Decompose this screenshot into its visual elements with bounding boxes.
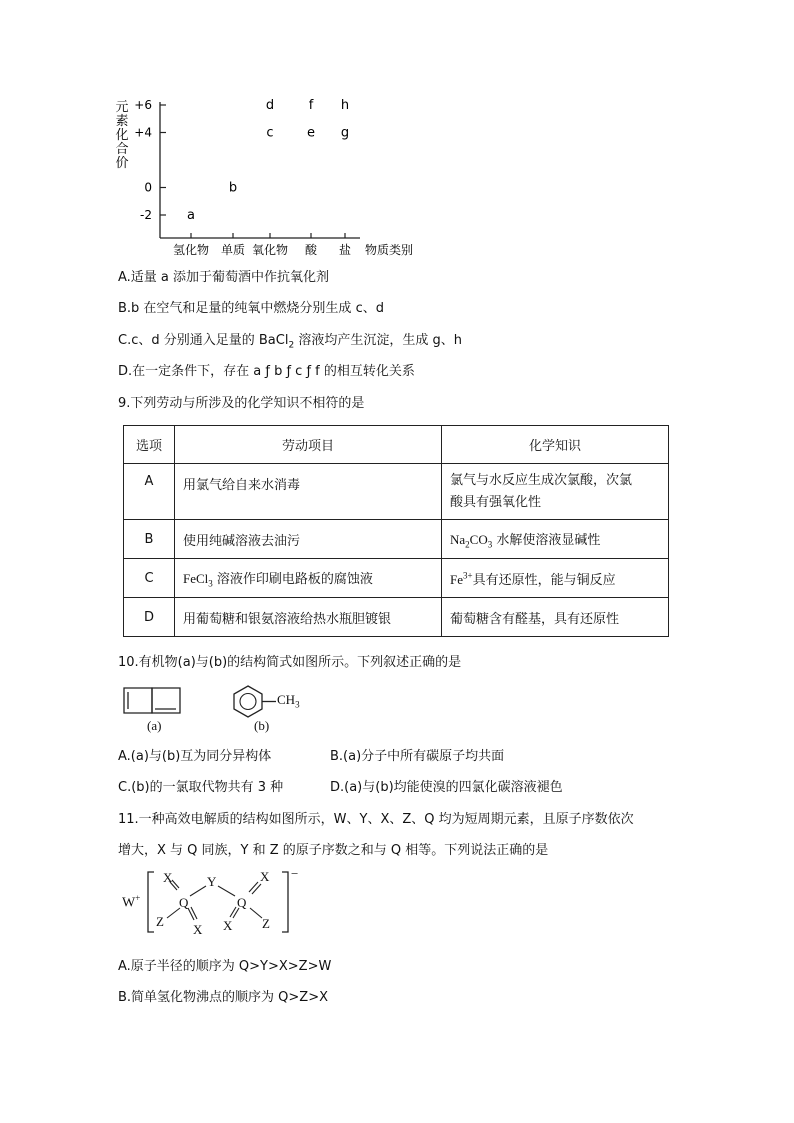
row-knowledge (442, 464, 669, 520)
q8-option-a: A.适量 a 添加于葡萄酒中作抗氧化剂 (118, 270, 330, 285)
data-point-g: g (340, 125, 350, 141)
q8-option-b: B.b 在空气和足量的纯氧中燃烧分别生成 c、d (118, 301, 384, 316)
header-labor: 劳动项目 (175, 426, 442, 464)
row-knowledge (442, 520, 669, 559)
x-axis-label: 物质类别 (364, 243, 414, 257)
q11-option-a: A.原子半径的顺序为 Q>Y>X>Z>W (118, 959, 332, 974)
q10-option-d: D.(a)与(b)均能使溴的四氯化碳溶液褪色 (330, 780, 563, 795)
formula-sub: 2 (465, 539, 470, 550)
table-row (124, 559, 669, 598)
data-point-h: h (340, 98, 350, 113)
data-point-f: f (308, 98, 314, 113)
valence-category-chart (110, 96, 430, 266)
formula-sup: 3+ (463, 570, 473, 581)
w-charge: + (135, 893, 141, 903)
atom-q: Q (237, 895, 247, 910)
ch3-text: CH (277, 692, 296, 707)
ch3-sub: 3 (295, 699, 300, 710)
x-tick-label: 单质 (220, 243, 246, 257)
row-labor: 用葡萄糖和银氨溶液给热水瓶胆镀银 (175, 598, 442, 637)
row-option: A (124, 464, 175, 520)
x-tick-label: 酸 (304, 243, 318, 257)
q11-option-b: B.简单氢化物沸点的顺序为 Q>Z>X (118, 990, 329, 1005)
cation-w (122, 893, 140, 912)
row-labor-text: 溶液作印刷电路板的腐蚀液 (212, 571, 373, 587)
x-tick-label: 氧化物 (251, 243, 289, 257)
spiro-diene-structure (118, 680, 198, 720)
w-text: W (122, 895, 136, 911)
y-axis-label-char: 素 (115, 114, 129, 129)
data-point-b: b (228, 180, 238, 196)
row-option: D (124, 598, 175, 637)
row-labor (175, 559, 442, 598)
anion-structure (142, 868, 312, 940)
y-tick-label: +4 (134, 125, 152, 140)
atom-x: X (163, 870, 173, 885)
q8-option-c-rest: 溶液均产生沉淀，生成 g、h (294, 333, 462, 348)
atom-x: X (193, 922, 203, 937)
header-knowledge: 化学知识 (442, 426, 669, 464)
q10-option-b: B.(a)分子中所有碳原子均共面 (330, 749, 505, 764)
row-option: B (124, 520, 175, 559)
atom-x: X (223, 918, 233, 933)
q8-option-c-text: C.c、d 分别通入足量的 BaCl (118, 333, 289, 348)
formula-fecl: FeCl (183, 570, 209, 586)
y-axis-label-char: 元 (115, 100, 129, 115)
label-b: (b) (254, 718, 270, 733)
q10-option-a: A.(a)与(b)互为同分异构体 (118, 749, 272, 764)
table-row (124, 520, 669, 559)
formula-sub: 3 (208, 578, 213, 589)
q10-stem: 10.有机物(a)与(b)的结构简式如图所示。下列叙述正确的是 (118, 655, 462, 670)
atom-z: Z (262, 916, 270, 931)
ch3-group (277, 692, 300, 710)
y-axis-label-char: 价 (115, 156, 129, 171)
q8-option-c-sub: 2 (288, 340, 295, 351)
atom-z: Z (156, 914, 164, 929)
x-tick-label: 氢化物 (172, 243, 210, 257)
formula-na: Na (450, 531, 466, 547)
header-option: 选项 (124, 426, 175, 464)
table-row (124, 598, 669, 637)
q9-stem: 9.下列劳动与所涉及的化学知识不相符的是 (118, 396, 365, 411)
data-point-d: d (265, 98, 275, 113)
atom-q: Q (179, 895, 189, 910)
data-point-c: c (266, 125, 274, 141)
row-knowledge-text: 水解使溶液显碱性 (492, 532, 601, 548)
q8-option-c (118, 331, 462, 356)
row-knowledge (442, 559, 669, 598)
q10-option-c: C.(b)的一氯取代物共有 3 种 (118, 780, 284, 795)
y-tick-label: -2 (140, 208, 152, 222)
y-tick-label: 0 (144, 180, 152, 195)
q9-table (123, 425, 669, 637)
q11-stem-line1: 11.一种高效电解质的结构如图所示，W、Y、X、Z、Q 均为短周期元素，且原子序数依次 (118, 812, 634, 827)
formula-co: CO (469, 531, 488, 547)
y-axis-label-char: 合 (115, 142, 129, 157)
formula-fe: Fe (450, 571, 463, 587)
row-knowledge-line: 酸具有强氧化性 (450, 494, 542, 510)
row-labor: 用氯气给自来水消毒 (175, 464, 442, 520)
row-knowledge-line: 氯气与水反应生成次氯酸，次氯 (450, 472, 633, 488)
label-a: (a) (147, 718, 162, 733)
row-knowledge: 葡萄糖含有醛基，具有还原性 (442, 598, 669, 637)
atom-x: X (260, 869, 270, 884)
y-tick-label: +6 (134, 98, 152, 112)
row-knowledge-text: 具有还原性，能与铜反应 (472, 572, 616, 588)
atom-y: Y (207, 874, 217, 889)
q11-stem-line2: 增大，X 与 Q 同族，Y 和 Z 的原子序数之和与 Q 相等。下列说法正确的是 (118, 843, 549, 858)
table-header-row (124, 426, 669, 464)
x-tick-label: 盐 (338, 243, 352, 257)
y-axis-label-char: 化 (115, 128, 129, 143)
data-point-a: a (187, 208, 195, 223)
formula-sub: 3 (487, 539, 493, 550)
y-axis-label (115, 100, 128, 171)
table-row (124, 464, 669, 520)
row-option: C (124, 559, 175, 598)
anion-charge: − (291, 868, 299, 881)
row-labor: 使用纯碱溶液去油污 (175, 520, 442, 559)
q8-option-d: D.在一定条件下，存在 a ƒ b ƒ c ƒ f 的相互转化关系 (118, 364, 415, 379)
data-point-e: e (307, 125, 315, 141)
